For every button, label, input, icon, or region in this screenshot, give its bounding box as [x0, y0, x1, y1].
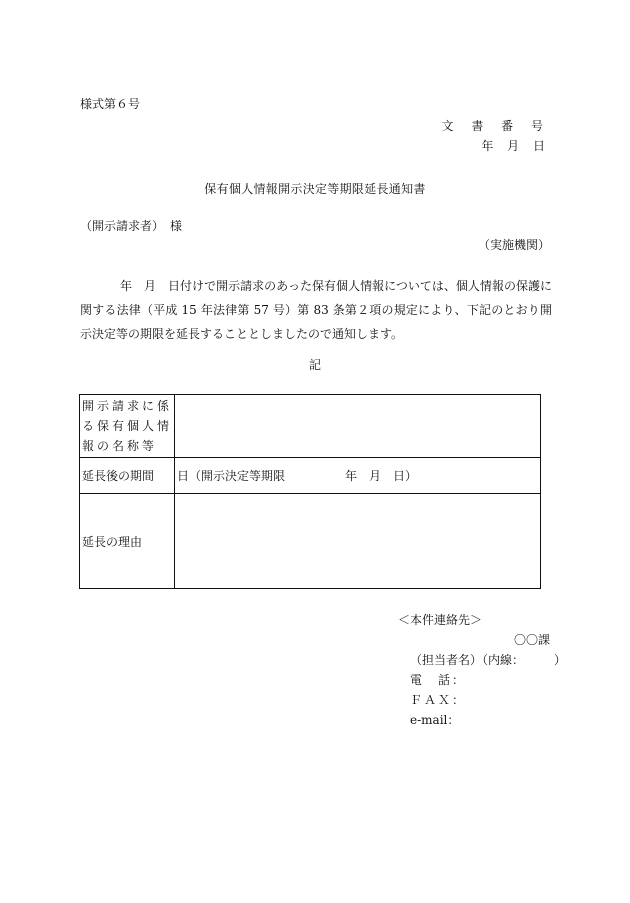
form-number: 様式第６号	[80, 97, 141, 111]
contact-telephone: 電 話：	[410, 673, 467, 687]
document-title: 保有個人情報開示決定等期限延長通知書	[204, 182, 426, 196]
row-value-extension-reason	[175, 494, 541, 589]
notice-body-text: 年 月 日付けで開示請求のあった保有個人情報については、個人情報の保護に関する法律（平成 15 年法律第 57 号）第 83 条第２項の規定により、下記のとおり開示決定等の期限を延長することとしましたので通知します。	[80, 279, 552, 341]
row-label-info-name: 開示請求に係る保有個人情報の名称等	[80, 395, 175, 458]
table-row	[80, 494, 541, 589]
document-number-label: 文 書 番 号	[441, 119, 550, 133]
row-value-extended-period: 日（開示決定等期限 年 月 日）	[175, 458, 541, 494]
row-label-extension-reason: 延長の理由	[80, 494, 175, 589]
table-row	[80, 395, 541, 458]
table-row	[80, 458, 541, 494]
contact-person	[410, 652, 566, 668]
contact-person-label: （担当者名）（内線：	[410, 653, 519, 667]
row-label-extended-period: 延長後の期間	[80, 458, 175, 494]
implementing-agency: （実施機関）	[477, 238, 550, 252]
notice-table	[79, 394, 541, 589]
contact-person-close: ）	[554, 653, 567, 667]
date-label: 年 月 日	[481, 139, 550, 153]
contact-heading: ＜本件連絡先＞	[398, 613, 483, 627]
contact-fax: ＦＡＸ：	[410, 693, 467, 707]
contact-email: e-mail：	[410, 713, 460, 727]
row-value-info-name	[175, 395, 541, 458]
ki-heading: 記	[308, 358, 321, 372]
addressee: （開示請求者） 様	[80, 219, 183, 233]
contact-department: 〇〇課	[513, 633, 550, 647]
